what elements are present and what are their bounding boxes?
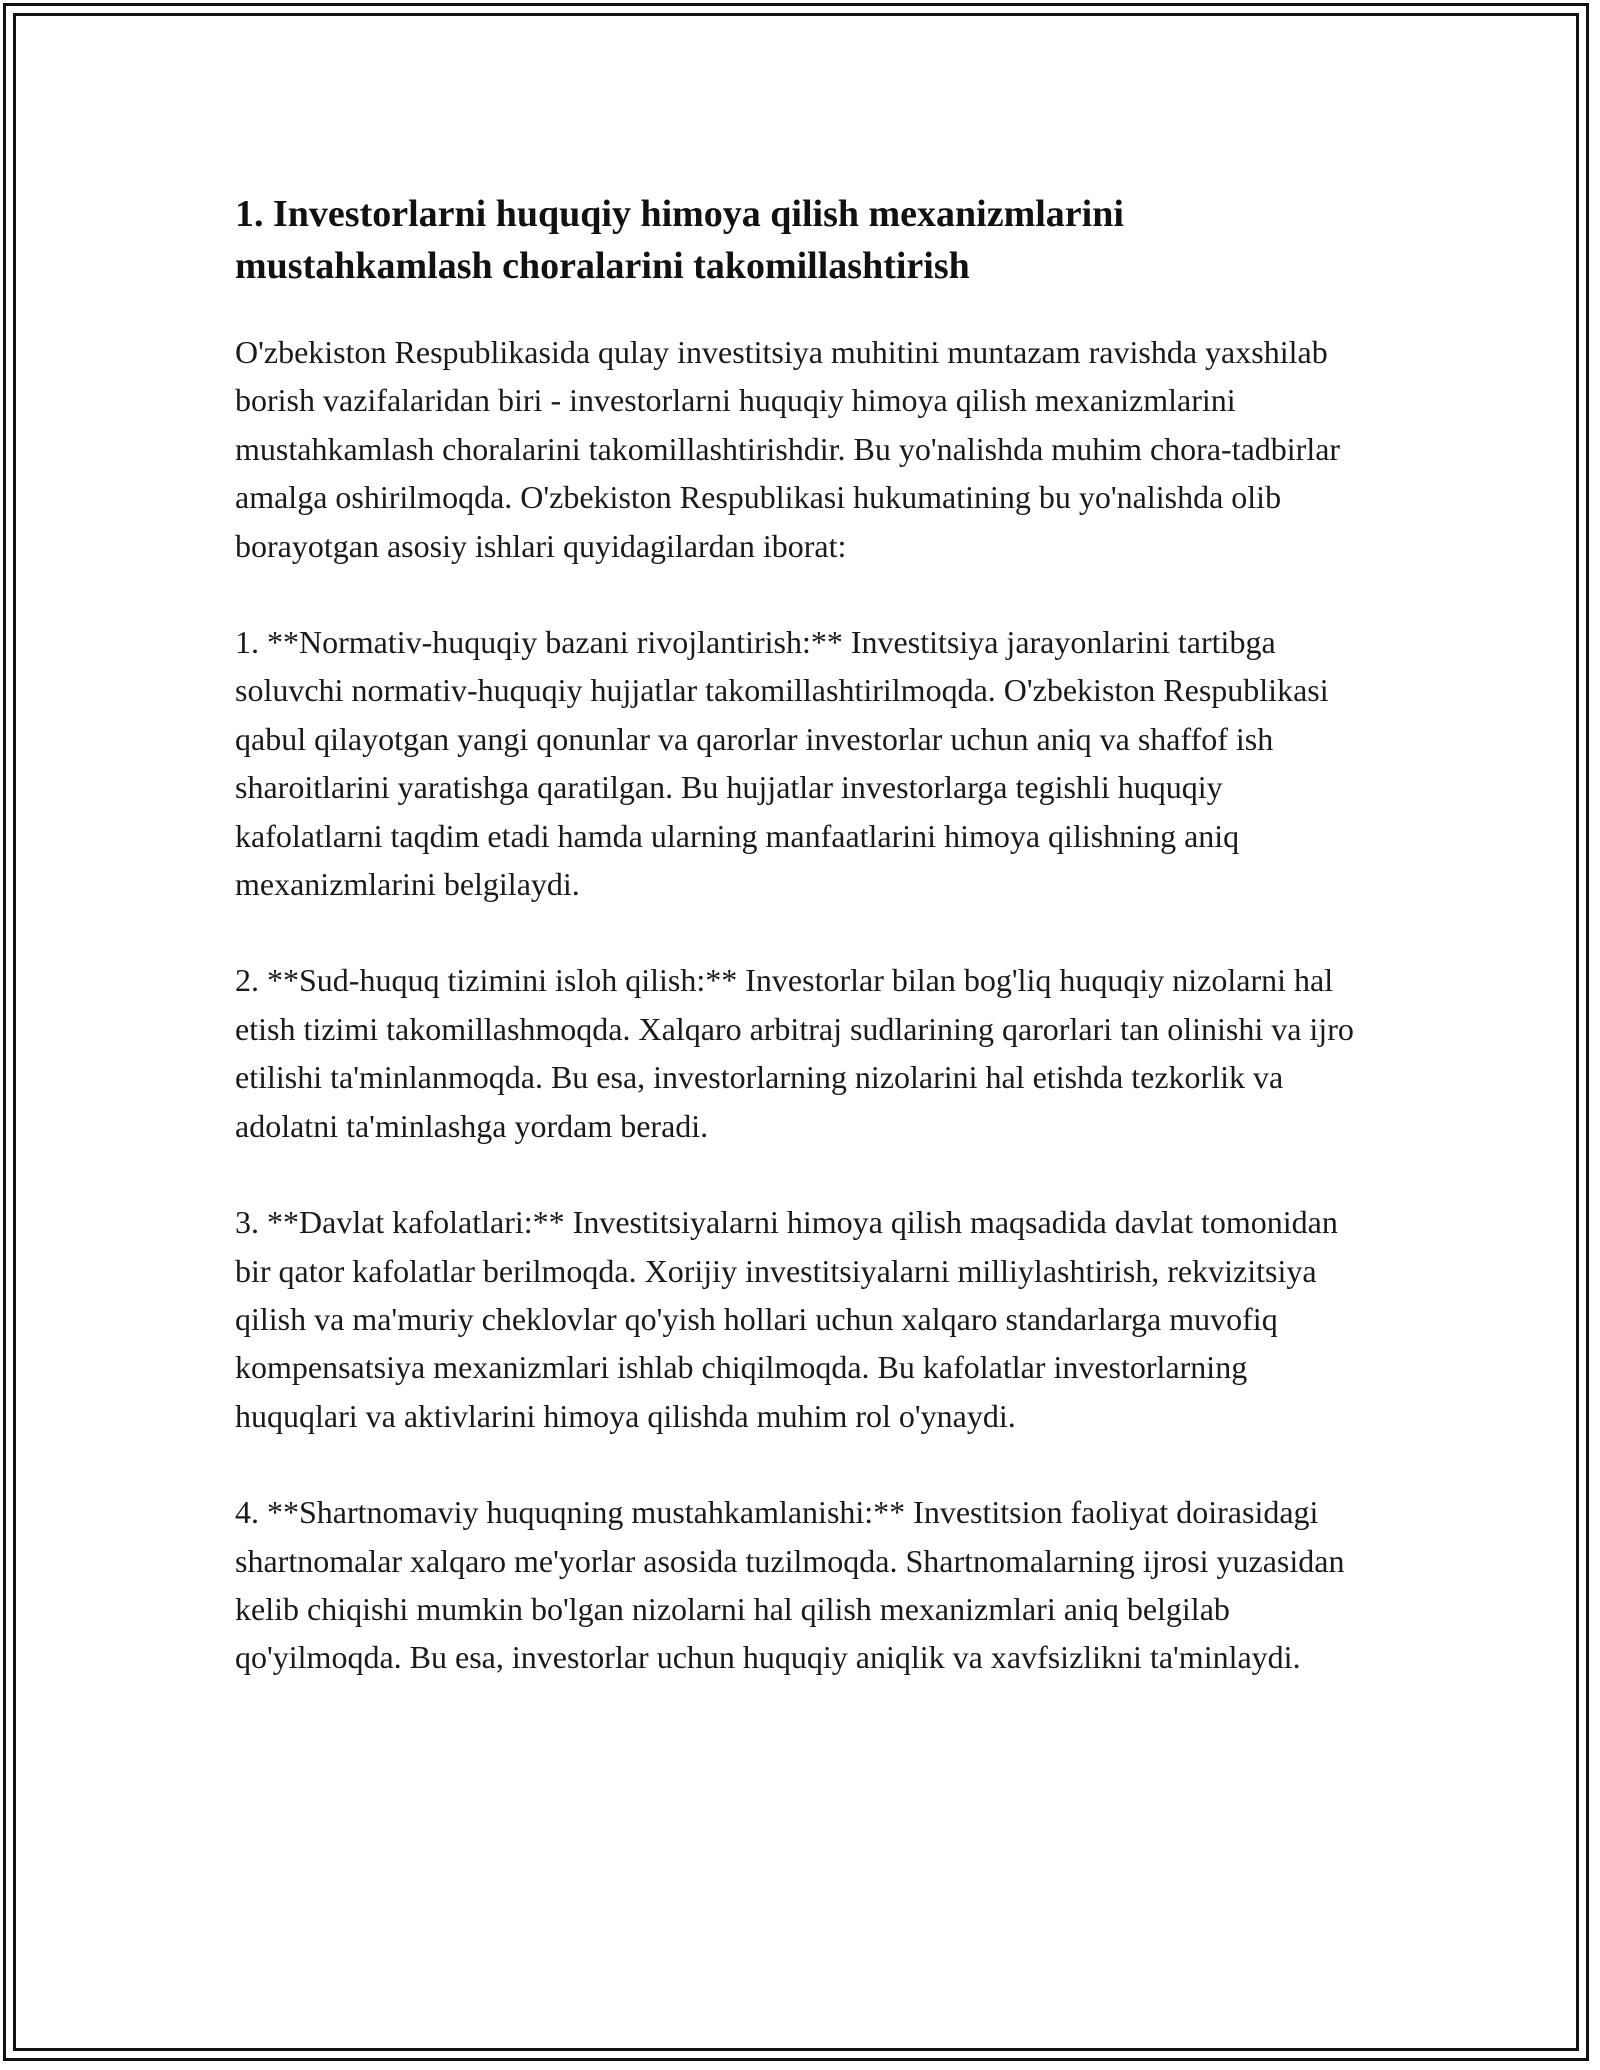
intro-paragraph: O'zbekiston Respublikasida qulay investitsiya muhitini muntazam ravishda yaxshilab borish vazifalaridan biri - investorlarni huquqiy himoya qilish mexanizmlarini mustahkamlash choralarini takomillashtirishdir. Bu yo'nalishda muhim chora-tadbirlar amalga oshirilmoqda. O'zbekiston Respublikasi hukumatining bu yo'nalishda olib borayotgan asosiy ishlari quyidagilardan iborat: <box>235 334 1341 564</box>
list-item-2-paragraph: 2. **Sud-huquq tizimini isloh qilish:** Investorlar bilan bog'liq huquqiy nizolarni hal etish tizimi takomillashmoqda. Xalqaro arbitraj sudlarining qarorlari tan olinishi va ijro etilishi ta'minlanmoqda. Bu esa, investorlarning nizolarini hal etishda tezkorlik va adolatni ta'minlashga yordam beradi. <box>235 962 1354 1144</box>
section-heading: 1. Investorlarni huquqiy himoya qilish mexanizmlarini mustahkamlash choralarini takomillashtirish <box>235 193 1124 287</box>
document-body <box>235 188 1365 1730</box>
list-item-1-paragraph: 1. **Normativ-huquqiy bazani rivojlantirish:** Investitsiya jarayonlarini tartibga soluvchi normativ-huquqiy hujjatlar takomillashtirilmoqda. O'zbekiston Respublikasi qabul qilayotgan yangi qonunlar va qarorlar investorlar uchun aniq va shaffof ish sharoitlarini yaratishga qaratilgan. Bu hujjatlar investorlarga tegishli huquqiy kafolatlarni taqdim etadi hamda ularning manfaatlarini himoya qilishning aniq mexanizmlarini belgilaydi. <box>235 624 1329 903</box>
list-item-4-paragraph: 4. **Shartnomaviy huquqning mustahkamlanishi:** Investitsion faoliyat doirasidagi shartnomalar xalqaro me'yorlar asosida tuzilmoqda. Shartnomalarning ijrosi yuzasidan kelib chiqishi mumkin bo'lgan nizolarni hal qilish mexanizmlari aniq belgilab qo'yilmoqda. Bu esa, investorlar uchun huquqiy aniqlik va xavfsizlikni ta'minlaydi. <box>235 1494 1345 1676</box>
list-item-3-paragraph: 3. **Davlat kafolatlari:** Investitsiyalarni himoya qilish maqsadida davlat tomonidan bir qator kafolatlar berilmoqda. Xorijiy investitsiyalarni milliylashtirish, rekvizitsiya qilish va ma'muriy cheklovlar qo'yish hollari uchun xalqaro standarlarga muvofiq kompensatsiya mexanizmlari ishlab chiqilmoqda. Bu kafolatlar investorlarning huquqlari va aktivlarini himoya qilishda muhim rol o'ynaydi. <box>235 1204 1338 1434</box>
